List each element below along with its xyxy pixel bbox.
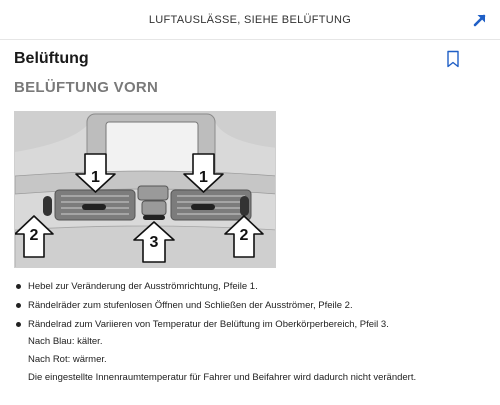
page-title: Belüftung bbox=[14, 50, 89, 67]
callout-number: 1 bbox=[91, 169, 100, 186]
callout-number: 3 bbox=[149, 234, 159, 251]
section-title: BELÜFTUNG VORN bbox=[14, 79, 159, 96]
callout-number: 2 bbox=[29, 227, 39, 244]
callout-number: 2 bbox=[239, 227, 249, 244]
list-item: Rändelrad zum Variieren von Temperatur der Belüftung im Oberkörperbereich, Pfeil 3. bbox=[14, 318, 494, 337]
feature-bullet-list bbox=[14, 280, 494, 337]
callout-number: 1 bbox=[199, 169, 208, 186]
list-item: Rändelräder zum stufenlosen Öffnen und Schließen der Ausströmer, Pfeile 2. bbox=[14, 299, 494, 318]
top-bar bbox=[0, 0, 500, 40]
note-line: Nach Blau: kälter. bbox=[28, 336, 103, 347]
note-line: Die eingestellte Innenraumtemperatur für Fahrer und Beifahrer wird dadurch nicht verändert. bbox=[28, 372, 417, 383]
cross-reference-title: LUFTAUSLÄSSE, SIEHE BELÜFTUNG bbox=[148, 14, 352, 26]
bookmark-icon[interactable] bbox=[446, 50, 460, 68]
ventilation-diagram bbox=[14, 111, 276, 268]
open-link-arrow-icon[interactable] bbox=[472, 12, 488, 28]
note-line: Nach Rot: wärmer. bbox=[28, 354, 107, 365]
list-item: Hebel zur Veränderung der Ausströmrichtung, Pfeile 1. bbox=[14, 280, 494, 299]
notes bbox=[28, 335, 416, 389]
